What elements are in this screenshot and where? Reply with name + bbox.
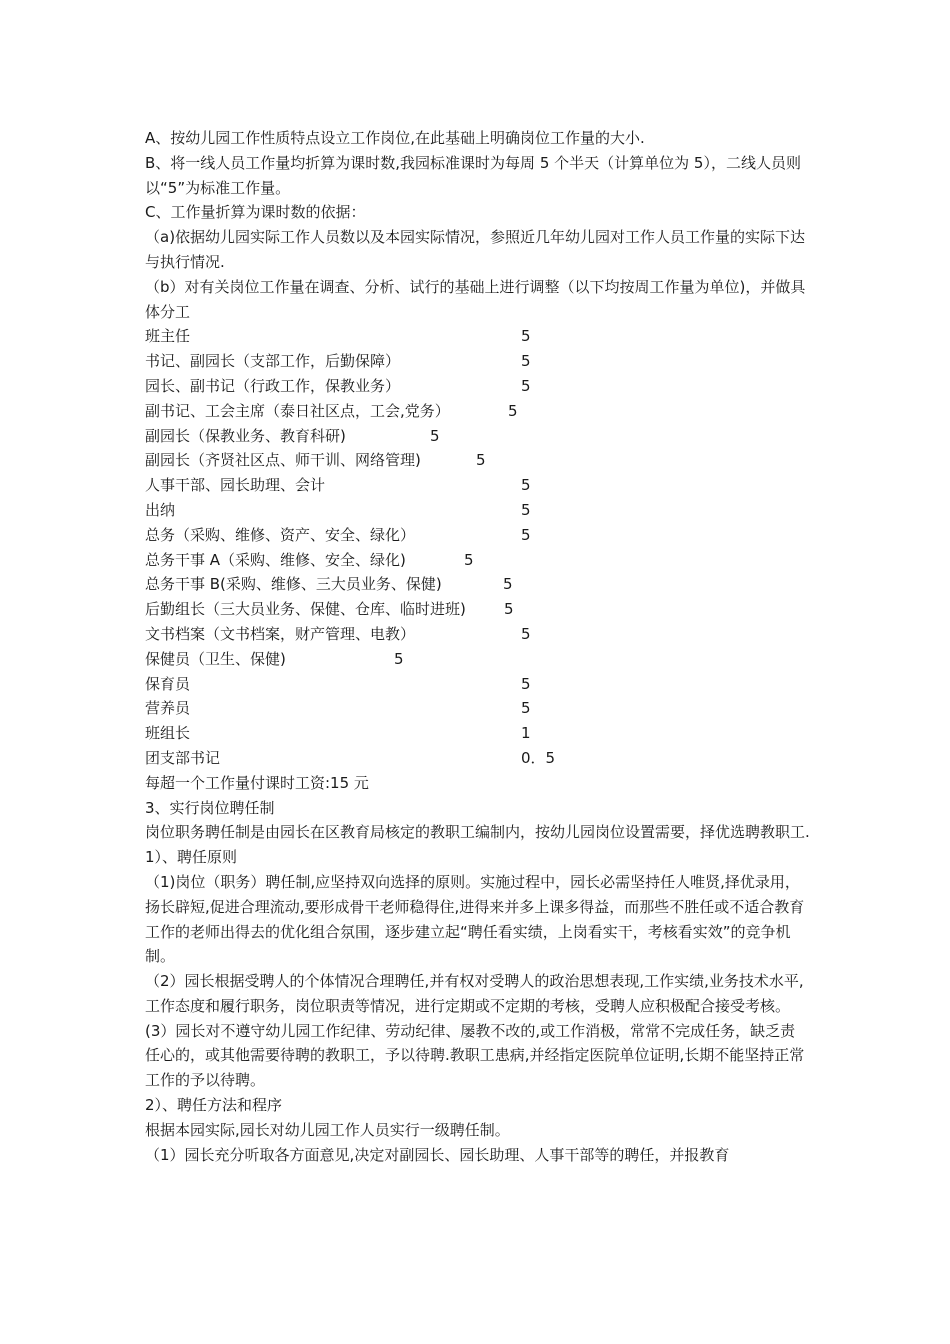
workload-value: 5 [521,500,531,519]
list-item [145,448,810,473]
workload-value: 5 [521,699,531,718]
workload-label: 后勤组长（三大员业务、保健、仓库、临时进班) [145,600,466,619]
workload-value: 5 [430,426,440,445]
workload-label: 团支部书记 [145,748,221,767]
workload-value: 5 [521,525,531,544]
overtime-pay-note: 每超一个工作量付课时工资:15 元 [145,773,369,792]
paragraph-c: C、工作量折算为课时数的依据： [145,203,366,222]
workload-value: 5 [521,352,531,371]
paragraph-method-intro: 根据本园实际,园长对幼儿园工作人员实行一级聘任制。 [145,1120,510,1139]
paragraph-a: A、按幼儿园工作性质特点设立工作岗位,在此基础上明确岗位工作量的大小. [145,129,645,147]
workload-label: 出纳 [145,500,176,519]
document-body [145,126,810,1167]
paragraph-c-a: （a)依据幼儿园实际工作人员数以及本园实际情况，参照近几年幼儿园对工作人员工作量的实际下达与执行情况. [145,228,806,271]
workload-label: 营养员 [145,699,191,718]
list-item [145,696,810,721]
workload-value: 5 [521,624,531,643]
workload-value: 5 [521,674,531,693]
list-item [145,523,810,548]
list-item [145,597,810,622]
paragraph-appointment-intro: 岗位职务聘任制是由园长在区教育局核定的教职工编制内，按幼儿园岗位设置需要，择优选聘教职工. [145,823,810,842]
workload-label: 总务干事 A（采购、维修、安全、绿化) [145,550,406,569]
workload-label: 副园长（齐贤社区点、师干训、网络管理) [145,451,421,470]
list-item [145,548,810,573]
list-item [145,721,810,746]
workload-value: 1 [521,724,531,743]
list-item [145,498,810,523]
workload-value: 0．5 [521,748,556,767]
list-item [145,324,810,349]
list-item [145,622,810,647]
paragraph-principle-3: (3）园长对不遵守幼儿园工作纪律、劳动纪律、屡教不改的,或工作消极，常常不完成任务，缺乏责任心的，或其他需要待聘的教职工，予以待聘.教职工患病,并经指定医院单位证明,长期不能坚持正常工作的予以待聘。 [145,1021,805,1090]
section-heading-3: 3、实行岗位聘任制 [145,798,275,817]
workload-label: 园长、副书记（行政工作，保教业务） [145,376,401,395]
paragraph-principle-1: （1)岗位（职务）聘任制,应坚持双向选择的原则。实施过程中，园长必需坚持任人唯贤,择优录用，扬长辟短,促进合理流动,要形成骨干老师稳得住,进得来并多上课多得益，而那些不胜任或不适合教育工作的老师出得去的优化组合氛围，逐步建立起“聘任看实绩，上岗看实干，考核看实效”的竞争机制。 [145,872,805,966]
workload-value: 5 [508,401,518,420]
workload-label: 保健员（卫生、保健) [145,649,286,668]
workload-label: 总务（采购、维修、资产、安全、绿化） [145,525,416,544]
list-item [145,424,810,449]
workload-label: 班主任 [145,327,191,346]
workload-value: 5 [476,451,486,470]
paragraph-principle-2: （2）园长根据受聘人的个体情况合理聘任,并有权对受聘人的政治思想表现,工作实绩,业务技术水平,工作态度和履行职务，岗位职责等情况，进行定期或不定期的考核，受聘人应积极配合接受考核。 [145,972,804,1015]
paragraph-b: B、将一线人员工作量均折算为课时数,我园标准课时为每周 5 个半天（计算单位为 5），二线人员则以“5”为标准工作量。 [145,153,801,197]
subsection-heading-1: 1）、聘任原则 [145,848,238,867]
list-item [145,399,810,424]
workload-label: 文书档案（文书档案，财产管理、电教） [145,624,416,643]
list-item [145,672,810,697]
workload-value: 5 [504,600,514,619]
list-item [145,647,810,672]
workload-value: 5 [521,327,531,346]
paragraph-c-b: （b）对有关岗位工作量在调查、分析、试行的基础上进行调整（以下均按周工作量为单位)，并做具体分工 [145,277,806,321]
list-item [145,349,810,374]
workload-label: 班组长 [145,724,191,743]
workload-value: 5 [521,376,531,395]
workload-value: 5 [394,649,404,668]
workload-label: 总务干事 B(采购、维修、三大员业务、保健) [145,575,442,594]
list-item [145,473,810,498]
workload-label: 副书记、工会主席（泰日社区点，工会,党务） [145,401,450,420]
workload-label: 副园长（保教业务、教育科研) [145,426,346,445]
workload-value: 5 [521,476,531,495]
workload-value: 5 [503,575,513,594]
workload-value: 5 [464,550,474,569]
list-item [145,572,810,597]
workload-list [145,324,810,770]
paragraph-method-1: （1）园长充分听取各方面意见,决定对副园长、园长助理、人事干部等的聘任，并报教育 [145,1145,730,1164]
list-item [145,746,810,771]
subsection-heading-2: 2）、聘任方法和程序 [145,1096,283,1115]
workload-label: 人事干部、园长助理、会计 [145,476,326,495]
workload-label: 保育员 [145,674,191,693]
list-item [145,374,810,399]
workload-label: 书记、副园长（支部工作，后勤保障） [145,352,401,371]
